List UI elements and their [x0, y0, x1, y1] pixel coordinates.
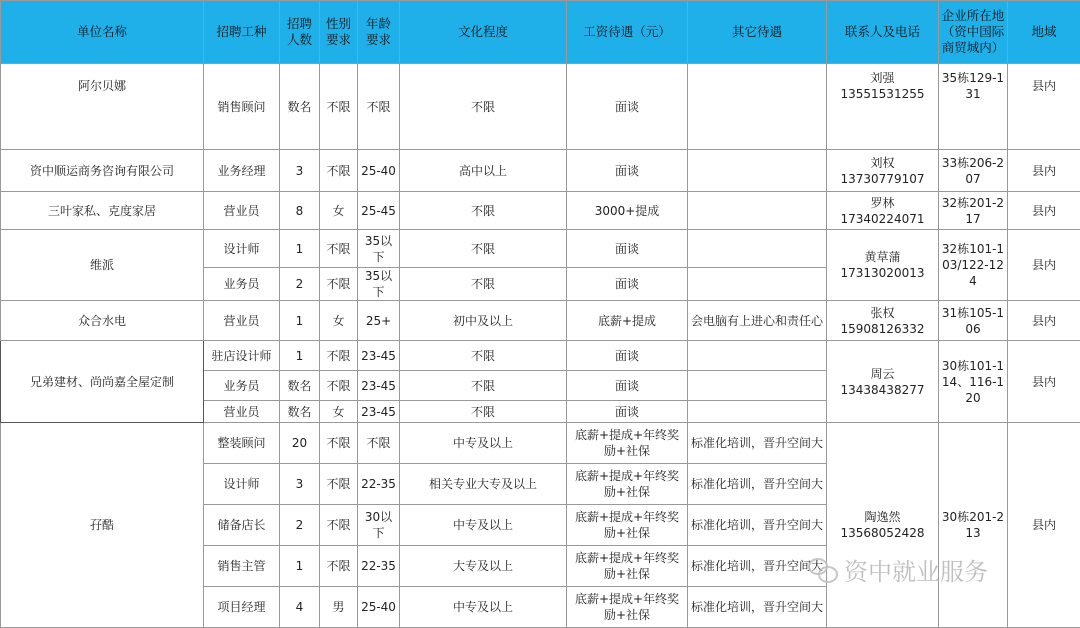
- cell-salary: 面谈: [567, 64, 688, 150]
- cell-salary: 底薪+提成+年终奖励+社保: [567, 546, 688, 587]
- cell-location: 30栋201-213: [939, 423, 1008, 628]
- cell-position: 驻店设计师: [204, 341, 280, 371]
- table-row: [1, 64, 1080, 150]
- header-region: 地域: [1008, 1, 1080, 64]
- cell-region: 县内: [1008, 423, 1080, 628]
- cell-contact: 罗林 17340224071: [827, 192, 939, 230]
- cell-gender: 不限: [320, 268, 358, 301]
- cell-gender: 女: [320, 401, 358, 423]
- cell-position: 设计师: [204, 464, 280, 505]
- cell-location: 32栋201-217: [939, 192, 1008, 230]
- header-count: 招聘人数: [280, 1, 320, 64]
- cell-count: 数名: [280, 371, 320, 401]
- cell-count: 1: [280, 230, 320, 268]
- cell-education: 中专及以上: [400, 423, 567, 464]
- cell-benefits: 标准化培训，晋升空间大: [688, 464, 827, 505]
- cell-salary: 3000+提成: [567, 192, 688, 230]
- cell-education: 中专及以上: [400, 505, 567, 546]
- cell-salary: 面谈: [567, 268, 688, 301]
- cell-age: 23-45: [358, 401, 400, 423]
- cell-benefits: 标准化培训，晋升空间大: [688, 546, 827, 587]
- cell-benefits: [688, 192, 827, 230]
- cell-benefits: [688, 341, 827, 371]
- cell-salary: 底薪+提成+年终奖励+社保: [567, 587, 688, 628]
- cell-salary: 面谈: [567, 401, 688, 423]
- header-position: 招聘工种: [204, 1, 280, 64]
- company-name: 资中顺运商务咨询有限公司: [1, 150, 204, 192]
- cell-contact: 张权 15908126332: [827, 301, 939, 341]
- cell-salary: 面谈: [567, 150, 688, 192]
- cell-education: 初中及以上: [400, 301, 567, 341]
- table-row: [1, 192, 1080, 230]
- cell-position: 业务员: [204, 268, 280, 301]
- cell-position: 储备店长: [204, 505, 280, 546]
- header-contact: 联系人及电话: [827, 1, 939, 64]
- cell-age: 23-45: [358, 371, 400, 401]
- table-row: [1, 230, 1080, 268]
- company-name: 三叶家私、克度家居: [1, 192, 204, 230]
- cell-salary: 面谈: [567, 371, 688, 401]
- wechat-icon: [808, 558, 838, 582]
- cell-count: 8: [280, 192, 320, 230]
- cell-age: 22-35: [358, 464, 400, 505]
- cell-position: 设计师: [204, 230, 280, 268]
- cell-education: 不限: [400, 64, 567, 150]
- cell-contact: 陶逸然 13568052428: [827, 423, 939, 628]
- cell-benefits: 标准化培训，晋升空间大: [688, 587, 827, 628]
- cell-gender: 不限: [320, 505, 358, 546]
- header-salary: 工资待遇（元）: [567, 1, 688, 64]
- cell-contact: 黄草蒲 17313020013: [827, 230, 939, 301]
- cell-gender: 不限: [320, 546, 358, 587]
- company-name: 维派: [1, 230, 204, 301]
- cell-age: 35以下: [358, 230, 400, 268]
- cell-education: 不限: [400, 401, 567, 423]
- cell-count: 1: [280, 546, 320, 587]
- cell-benefits: [688, 268, 827, 301]
- cell-contact: 刘强 13551531255: [827, 64, 939, 150]
- cell-gender: 不限: [320, 341, 358, 371]
- cell-gender: 女: [320, 301, 358, 341]
- cell-contact: 刘权 13730779107: [827, 150, 939, 192]
- cell-position: 业务员: [204, 371, 280, 401]
- cell-gender: 女: [320, 192, 358, 230]
- cell-age: 不限: [358, 64, 400, 150]
- cell-position: 业务经理: [204, 150, 280, 192]
- cell-education: 相关专业大专及以上: [400, 464, 567, 505]
- header-location: 企业所在地（资中国际商贸城内）: [939, 1, 1008, 64]
- cell-region: 县内: [1008, 150, 1080, 192]
- cell-region: 县内: [1008, 192, 1080, 230]
- cell-region: 县内: [1008, 230, 1080, 301]
- cell-location: 30栋101-114、116-120: [939, 341, 1008, 423]
- header-gender: 性别要求: [320, 1, 358, 64]
- cell-benefits: [688, 64, 827, 150]
- cell-count: 4: [280, 587, 320, 628]
- cell-benefits: 标准化培训，晋升空间大: [688, 505, 827, 546]
- cell-gender: 不限: [320, 230, 358, 268]
- cell-gender: 不限: [320, 371, 358, 401]
- company-name: 众合水电: [1, 301, 204, 341]
- watermark-text: 资中就业服务: [844, 552, 988, 587]
- watermark: [808, 552, 988, 587]
- table-row: [1, 423, 1080, 464]
- header-age: 年龄要求: [358, 1, 400, 64]
- cell-salary: 底薪+提成+年终奖励+社保: [567, 464, 688, 505]
- cell-age: 不限: [358, 423, 400, 464]
- cell-count: 2: [280, 505, 320, 546]
- cell-position: 项目经理: [204, 587, 280, 628]
- table-row: [1, 150, 1080, 192]
- company-name: 兄弟建材、尚尚嘉全屋定制: [1, 341, 204, 423]
- header-education: 文化程度: [400, 1, 567, 64]
- cell-position: 营业员: [204, 401, 280, 423]
- header-company: 单位名称: [1, 1, 204, 64]
- cell-count: 数名: [280, 64, 320, 150]
- cell-education: 不限: [400, 192, 567, 230]
- cell-gender: 不限: [320, 64, 358, 150]
- cell-location: 32栋101-103/122-124: [939, 230, 1008, 301]
- cell-salary: 底薪+提成+年终奖励+社保: [567, 423, 688, 464]
- header-benefits: 其它待遇: [688, 1, 827, 64]
- cell-benefits: [688, 230, 827, 268]
- cell-age: 30以下: [358, 505, 400, 546]
- cell-count: 1: [280, 301, 320, 341]
- table-row: [1, 301, 1080, 341]
- cell-benefits: 标准化培训，晋升空间大: [688, 423, 827, 464]
- cell-position: 销售顾问: [204, 64, 280, 150]
- cell-age: 25+: [358, 301, 400, 341]
- cell-position: 整装顾问: [204, 423, 280, 464]
- cell-education: 不限: [400, 230, 567, 268]
- cell-age: 25-45: [358, 192, 400, 230]
- cell-location: 33栋206-207: [939, 150, 1008, 192]
- cell-benefits: [688, 371, 827, 401]
- cell-region: 县内: [1008, 64, 1080, 150]
- cell-age: 23-45: [358, 341, 400, 371]
- cell-gender: 不限: [320, 464, 358, 505]
- cell-salary: 底薪+提成+年终奖励+社保: [567, 505, 688, 546]
- cell-salary: 面谈: [567, 230, 688, 268]
- cell-education: 大专及以上: [400, 546, 567, 587]
- cell-education: 不限: [400, 341, 567, 371]
- cell-region: 县内: [1008, 301, 1080, 341]
- cell-salary: 底薪+提成: [567, 301, 688, 341]
- company-name: 阿尔贝娜: [1, 64, 204, 150]
- cell-region: 县内: [1008, 341, 1080, 423]
- cell-benefits: [688, 150, 827, 192]
- cell-gender: 不限: [320, 150, 358, 192]
- cell-age: 22-35: [358, 546, 400, 587]
- cell-count: 20: [280, 423, 320, 464]
- cell-age: 25-40: [358, 587, 400, 628]
- cell-education: 中专及以上: [400, 587, 567, 628]
- cell-age: 25-40: [358, 150, 400, 192]
- cell-count: 3: [280, 464, 320, 505]
- cell-benefits: 会电脑有上进心和责任心: [688, 301, 827, 341]
- cell-position: 营业员: [204, 192, 280, 230]
- cell-contact: 周云 13438438277: [827, 341, 939, 423]
- company-name: 孖酷: [1, 423, 204, 628]
- cell-gender: 不限: [320, 423, 358, 464]
- cell-age: 35以下: [358, 268, 400, 301]
- table-row: [1, 341, 1080, 371]
- cell-gender: 男: [320, 587, 358, 628]
- cell-location: 31栋105-106: [939, 301, 1008, 341]
- cell-benefits: [688, 401, 827, 423]
- cell-count: 3: [280, 150, 320, 192]
- cell-education: 不限: [400, 371, 567, 401]
- cell-education: 不限: [400, 268, 567, 301]
- cell-count: 1: [280, 341, 320, 371]
- cell-salary: 面谈: [567, 341, 688, 371]
- cell-position: 销售主管: [204, 546, 280, 587]
- cell-count: 数名: [280, 401, 320, 423]
- cell-location: 35栋129-131: [939, 64, 1008, 150]
- cell-position: 营业员: [204, 301, 280, 341]
- cell-education: 高中以上: [400, 150, 567, 192]
- cell-count: 2: [280, 268, 320, 301]
- header-row: [1, 1, 1080, 64]
